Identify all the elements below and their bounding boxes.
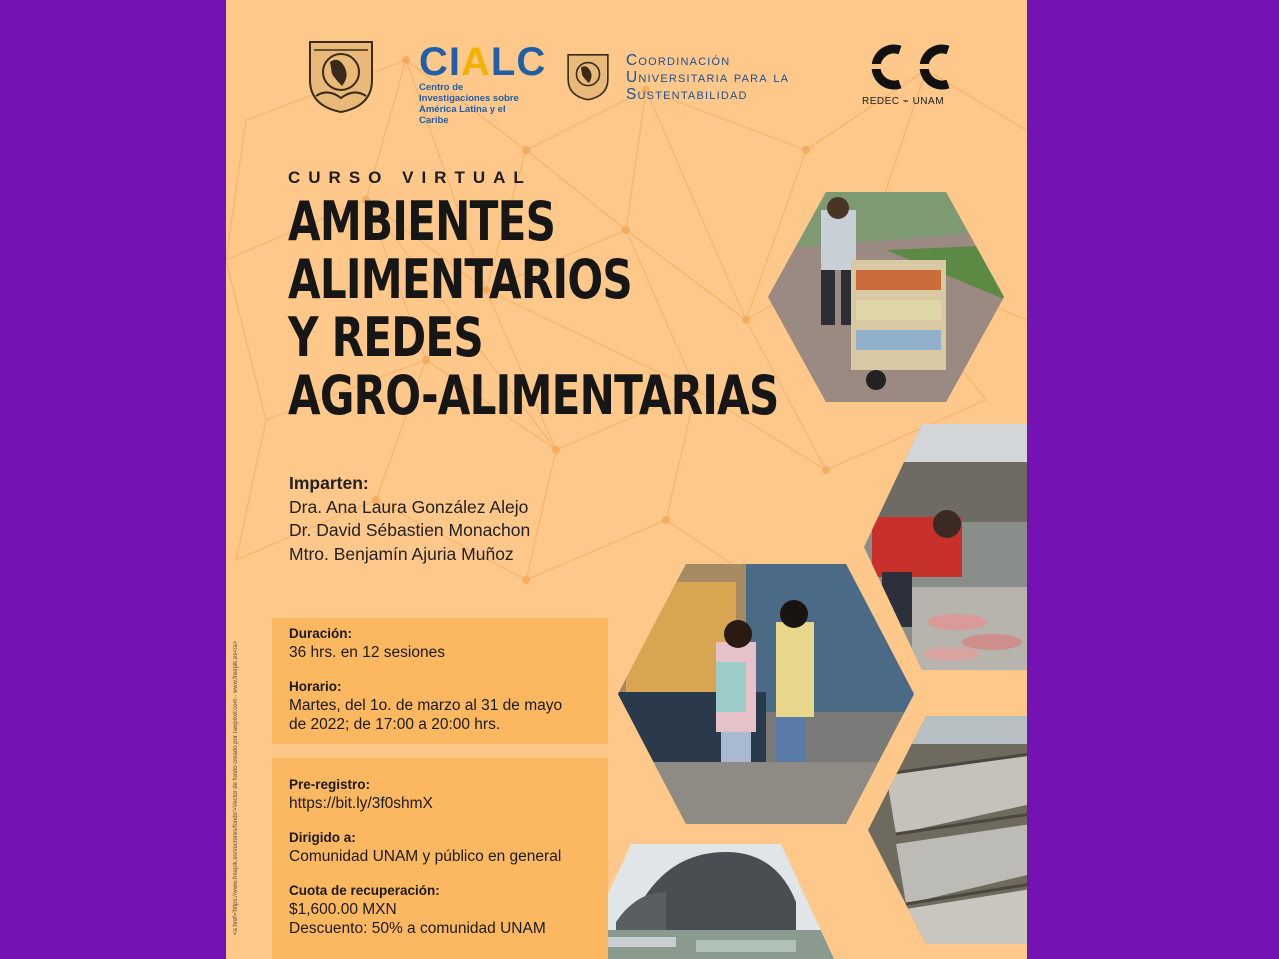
registration-label: Pre-registro: [289,777,371,792]
redec-label: REDEC ⌁ UNAM [862,96,945,107]
schedule-value-2: de 2022; de 17:00 a 20:00 hrs. [289,716,501,733]
audience-label: Dirigido a: [289,830,356,845]
duration-value: 36 hrs. en 12 sesiones [289,644,445,661]
cialc-subtitle-line1: Centro de Investigaciones sobre [419,82,519,104]
instructors-heading: Imparten: [289,473,369,493]
instructor-3: Mtro. Benjamín Ajuria Muñoz [289,543,514,564]
course-title [288,190,834,427]
title-line-4: AGRO-ALIMENTARIAS [288,364,779,427]
cialc-logo [419,42,546,126]
fee-block [289,881,546,938]
instructors-block [289,472,530,566]
registration-link[interactable]: https://bit.ly/3f0shmX [289,795,433,812]
coordination-logo-text [626,52,789,103]
photo-hexagon-market-hall [576,842,836,959]
title-line-3: Y REDES [288,306,483,369]
redec-logo-icon [862,42,952,92]
schedule-block [289,677,562,734]
schedule-value-1: Martes, del 1o. de marzo al 31 de mayo [289,697,563,714]
fee-value: $1,600.00 MXN [289,901,397,918]
poster [226,0,1027,959]
schedule-label: Horario: [289,679,342,694]
instructor-2: Dr. David Sébastien Monachon [289,520,531,540]
cialc-wordmark: CIALC [419,40,547,84]
cialc-subtitle-line2: América Latina y el Caribe [419,104,506,126]
title-line-2: ALIMENTARIOS [288,248,632,311]
fee-label: Cuota de recuperación: [289,883,440,898]
coordination-line2: Universitaria para la [626,69,790,86]
audience-block [289,828,561,866]
course-kicker: CURSO VIRTUAL [288,168,532,187]
coordination-line3: Sustentabilidad [626,86,748,103]
background-credit: <a href='https://www.freepik.es/vectores/fondo'>Vector de fondo creado por rawpixel.com - www.freepik.es</a> [233,640,239,935]
registration-block [289,775,433,813]
unam-seal-small-icon [563,47,613,105]
title-line-1: AMBIENTES [288,190,556,253]
duration-label: Duración: [289,626,353,641]
discount-value: Descuento: 50% a comunidad UNAM [289,920,546,937]
instructor-1: Dra. Ana Laura González Alejo [289,496,529,517]
audience-value: Comunidad UNAM y público en general [289,848,562,865]
photo-hexagon-aerial-market [866,714,1027,946]
coordination-line1: Coordinación [626,52,731,69]
photo-hexagon-cart-worker [766,190,1006,405]
unam-seal-icon [302,36,380,114]
duration-block [289,624,445,662]
